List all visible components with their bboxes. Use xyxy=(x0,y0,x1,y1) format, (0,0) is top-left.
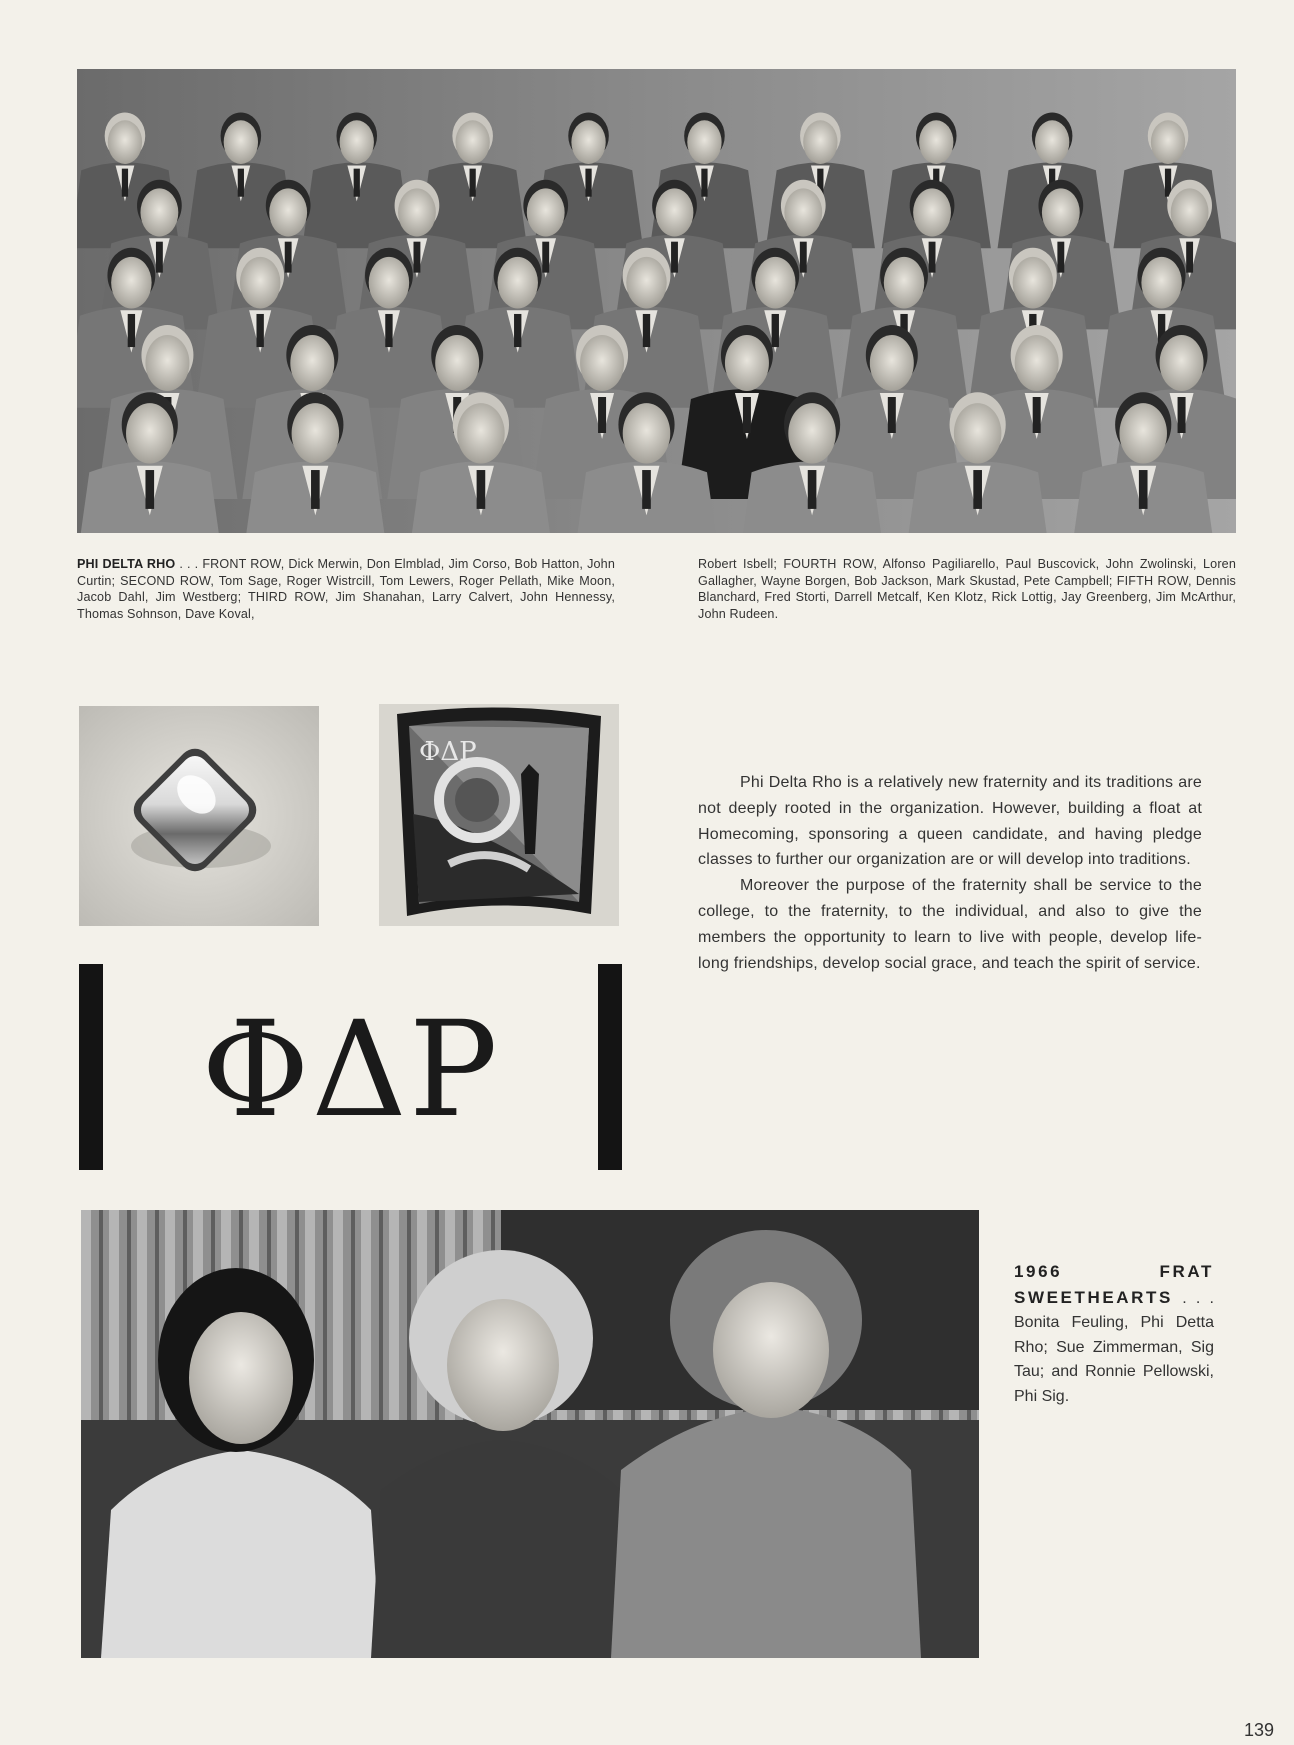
group-caption-title: PHI DELTA RHO xyxy=(77,557,176,571)
group-caption-text-1: . . . FRONT ROW, Dick Merwin, Don Elmblad, Jim Corso, Bob Hatton, John Curtin; SECOND ROW, Tom Sage, Roger Wistrcill, Tom Lewers, Roger Pellath, Mike Moon, Jacob Dahl, Jim Westberg; THIRD ROW, Jim Shanahan, Larry Calvert, John Hennessy, Thomas Sohnson, Dave Koval, xyxy=(77,557,615,621)
pin-image xyxy=(79,706,319,926)
group-photo xyxy=(77,69,1236,533)
description-paragraph-2: Moreover the purpose of the fraternity shall be service to the college, to the fraternity, to the individual, and also to give the members the opportunity to learn to live with people, develop life-long friendships, develop social grace, and teach the spirit of service. xyxy=(698,877,1202,972)
sweethearts-heading: 1966 FRAT SWEETHEARTS xyxy=(1014,1262,1214,1307)
sweethearts-text: . . . Bonita Feuling, Phi Detta Rho; Sue Zimmerman, Sig Tau; and Ronnie Pellowski, Phi Sig. xyxy=(1014,1289,1214,1405)
black-bar-right xyxy=(598,964,622,1170)
sweethearts-photo xyxy=(81,1210,979,1658)
fraternity-crest-photo xyxy=(379,704,619,926)
greek-letters-block xyxy=(79,964,622,1170)
crest-patch-image xyxy=(379,704,619,926)
crest-letters: ΦΔΡ xyxy=(419,737,477,767)
greek-letters: ΦΔΡ xyxy=(201,993,500,1147)
description-paragraph-1: Phi Delta Rho is a relatively new fraternity and its traditions are not deeply rooted in the organization. However, building a float at Homecoming, sponsoring a queen candidate, and having pledge classes to further our organization are or will develop into traditions. xyxy=(698,774,1202,869)
black-bar-left xyxy=(79,964,103,1170)
group-caption-column-1 xyxy=(77,556,615,622)
page-number: 139 xyxy=(1244,1720,1275,1740)
group-photo-image xyxy=(77,69,1236,533)
group-caption xyxy=(77,556,1236,622)
fraternity-description xyxy=(698,770,1202,976)
sweethearts-image xyxy=(81,1210,979,1658)
group-caption-column-2 xyxy=(698,556,1236,622)
group-caption-text-2: Robert Isbell; FOURTH ROW, Alfonso Pagiliarello, Paul Buscovick, John Zwolinski, Loren Gallagher, Wayne Borgen, Bob Jackson, Mark Skustad, Pete Campbell; FIFTH ROW, Dennis Blanchard, Fred Storti, Darrell Metcalf, Ken Klotz, Rick Lottig, Jay Greenberg, Jim McArthur, John Rudeen. xyxy=(698,557,1236,621)
fraternity-pin-photo xyxy=(79,706,319,926)
sweethearts-caption xyxy=(1014,1260,1214,1409)
